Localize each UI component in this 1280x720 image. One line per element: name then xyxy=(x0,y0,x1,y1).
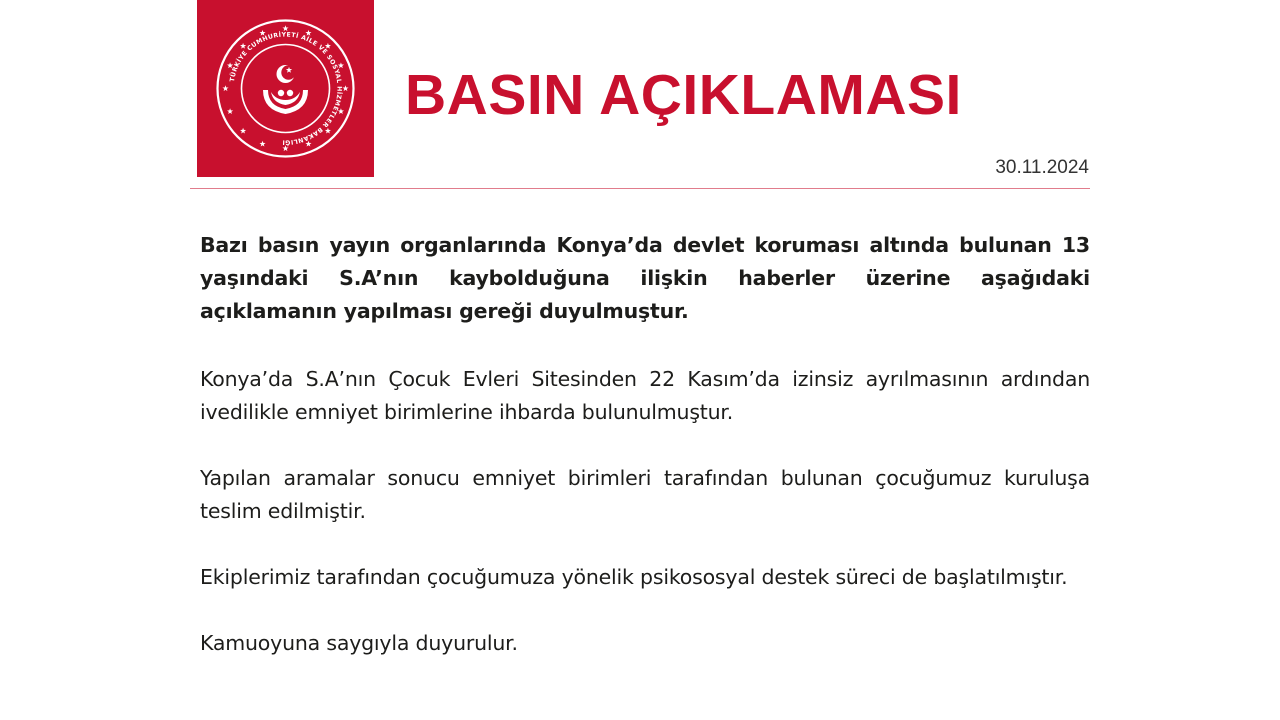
ministry-seal-icon xyxy=(197,0,374,177)
closing-paragraph: Kamuoyuna saygıyla duyurulur. xyxy=(200,631,518,655)
seal-star-icon xyxy=(282,25,288,31)
seal-star-icon xyxy=(240,43,246,49)
seal-star-icon xyxy=(342,85,348,91)
seal-star-icon xyxy=(222,85,228,91)
seal-star-icon xyxy=(227,62,233,68)
seal-star-icon xyxy=(260,30,266,36)
seal-star-icon xyxy=(338,62,344,68)
statement-body xyxy=(200,229,1090,660)
seal-star-icon xyxy=(325,43,331,49)
seal-star-icon xyxy=(305,141,311,147)
seal-star-icon xyxy=(282,145,288,151)
intro-paragraph: Bazı basın yayın organlarında Konya’da devlet koruması altında bulunan 13 yaşındaki S.A’nın kaybolduğuna ilişkin haberler üzerine aşağıdaki açıklamanın yapılması gereği duyulmuştur. xyxy=(200,233,1090,323)
seal-star-icon xyxy=(325,128,331,134)
seal-star-icon xyxy=(227,108,233,114)
seal-star-icon xyxy=(240,128,246,134)
seal-star-icon xyxy=(338,108,344,114)
body-paragraph: Yapılan aramalar sonucu emniyet birimleri tarafından bulunan çocuğumuz kuruluşa teslim edilmiştir. xyxy=(200,466,1090,523)
body-paragraph: Konya’da S.A’nın Çocuk Evleri Sitesinden 22 Kasım’da izinsiz ayrılmasının ardından ivedilikle emniyet birimlerine ihbarda bulunulmuştur. xyxy=(200,367,1090,424)
header-divider xyxy=(190,188,1090,189)
svg-text:TÜRKİYE CUMHURİYETİ AİLE VE SO: TÜRKİYE CUMHURİYETİ AİLE VE SOSYAL HİZMETLER BAKANLIĞI xyxy=(228,31,343,146)
seal-star-icon xyxy=(305,30,311,36)
body-paragraph: Ekiplerimiz tarafından çocuğumuza yönelik psikososyal destek süreci de başlatılmıştır. xyxy=(200,565,1068,589)
page-title: BASIN AÇIKLAMASI xyxy=(405,63,962,127)
release-date: 30.11.2024 xyxy=(995,157,1089,178)
ministry-logo xyxy=(197,0,374,177)
seal-star-icon xyxy=(260,141,266,147)
